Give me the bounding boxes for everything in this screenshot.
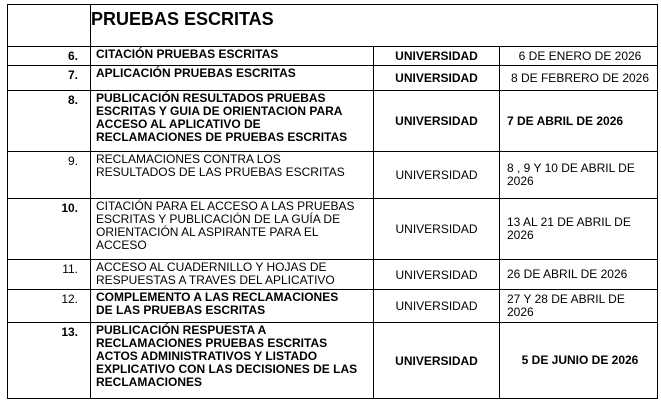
table-row [8,290,658,323]
table-row [8,47,658,66]
activity-cell [91,260,374,290]
activity-cell [91,323,374,399]
activity-line: ACTOS ADMINISTRATIVOS Y LISTADO [96,349,318,363]
activity-line: ACCESO AL APLICATIVO DE [96,117,261,131]
table-row [8,260,658,290]
date-cell: 27 Y 28 DE ABRIL DE 2026 [500,290,658,323]
date-cell: 8 DE FEBRERO DE 2026 [500,66,658,91]
activity-cell [91,152,374,199]
activity-line: COMPLEMENTO A LAS RECLAMACIONES [96,290,339,304]
section-title: PRUEBAS ESCRITAS [91,9,274,29]
activity-cell [91,199,374,260]
schedule-table [7,4,658,399]
table-row [8,66,658,91]
activity-line: RECLAMACIONES CONTRA LOS [96,152,281,166]
activity-line: RESPUESTAS A TRAVES DEL APLICATIVO [96,273,335,287]
row-number: 11. [8,260,91,290]
activity-cell [91,66,374,91]
responsible-cell: UNIVERSIDAD [374,290,500,323]
activity-line: PUBLICACIÓN RESPUESTA A [96,323,267,337]
row-number: 12. [8,290,91,323]
section-title-cell [91,5,658,47]
date-cell: 26 DE ABRIL DE 2026 [500,260,658,290]
table-row [8,91,658,152]
activity-line: EXPLICATIVO CON LAS DECISIONES DE LAS [96,362,358,376]
blank-cell [8,5,91,47]
row-number: 9. [8,152,91,199]
activity-line: APLICACIÓN PRUEBAS ESCRITAS [96,66,296,80]
date-cell: 5 DE JUNIO DE 2026 [500,323,658,399]
activity-line: ACCESO [96,238,147,252]
activity-cell [91,290,374,323]
activity-line: ACCESO AL CUADERNILLO Y HOJAS DE [96,260,327,274]
row-number: 8. [8,91,91,152]
activity-cell [91,47,374,66]
activity-line: RECLAMACIONES PRUEBAS ESCRITAS [96,336,328,350]
date-cell: 6 DE ENERO DE 2026 [500,47,658,66]
responsible-cell: UNIVERSIDAD [374,199,500,260]
table-row [8,199,658,260]
activity-line: DE LAS PRUEBAS ESCRITAS [96,303,266,317]
responsible-cell: UNIVERSIDAD [374,152,500,199]
activity-line: ORIENTACIÓN AL ASPIRANTE PARA EL [96,225,319,239]
table-row [8,323,658,399]
activity-line: ESCRITAS Y PUBLICACIÓN DE LA GUÍA DE [96,212,341,226]
activity-line: PUBLICACIÓN RESULTADOS PRUEBAS [96,91,326,105]
table-row [8,152,658,199]
activity-line: ESCRITAS Y GUIA DE ORIENTACION PARA [96,104,343,118]
responsible-cell: UNIVERSIDAD [374,66,500,91]
activity-line: RESULTADOS DE LAS PRUEBAS ESCRITAS [96,165,345,179]
title-row [8,5,658,47]
responsible-cell: UNIVERSIDAD [374,91,500,152]
date-cell: 8 , 9 Y 10 DE ABRIL DE 2026 [500,152,658,199]
activity-line: CITACIÓN PARA EL ACCESO A LAS PRUEBAS [96,199,355,213]
date-cell: 7 DE ABRIL DE 2026 [500,91,658,152]
responsible-cell: UNIVERSIDAD [374,47,500,66]
activity-line: RECLAMACIONES [96,375,203,389]
row-number: 6. [8,47,91,66]
responsible-cell: UNIVERSIDAD [374,260,500,290]
row-number: 7. [8,66,91,91]
date-cell: 13 AL 21 DE ABRIL DE 2026 [500,199,658,260]
activity-line: RECLAMACIONES DE PRUEBAS ESCRITAS [96,130,348,144]
activity-cell [91,91,374,152]
row-number: 13. [8,323,91,399]
responsible-cell: UNIVERSIDAD [374,323,500,399]
row-number: 10. [8,199,91,260]
activity-line: CITACIÓN PRUEBAS ESCRITAS [96,47,279,61]
